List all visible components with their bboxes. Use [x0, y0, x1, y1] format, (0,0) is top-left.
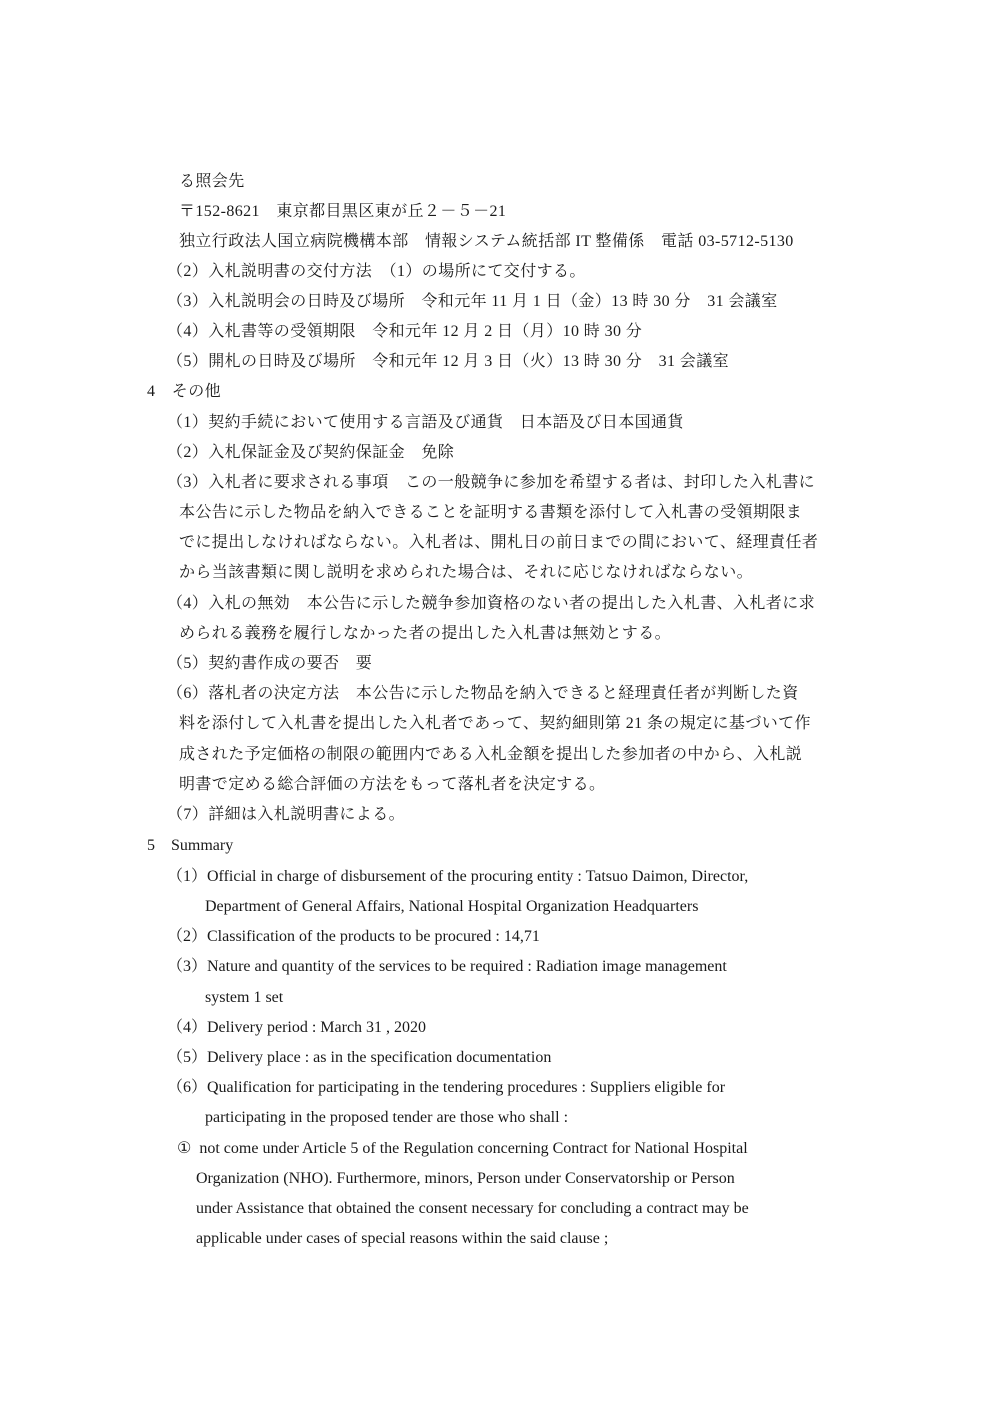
text-line: participating in the proposed tender are those who shall : — [205, 1109, 569, 1126]
text-line: （6）Qualification for participating in the tendering procedures : Suppliers eligible for — [167, 1079, 726, 1096]
text-line: （4）入札の無効 本公告に示した競争参加資格のない者の提出した入札書、入札者に求 — [167, 595, 816, 612]
text-line: でに提出しなければならない。入札者は、開札日の前日までの間において、経理責任者 — [179, 534, 819, 551]
text-line: applicable under cases of special reasons within the said clause ; — [196, 1230, 609, 1247]
text-line: （7）詳細は入札説明書による。 — [167, 806, 406, 823]
section-heading: 4 その他 — [147, 383, 222, 400]
text-line: （5）Delivery place : as in the specification documentation — [167, 1049, 552, 1066]
text-line: Organization (NHO). Furthermore, minors, Person under Conservatorship or Person — [196, 1170, 735, 1187]
text-line: （1）Official in charge of disbursement of the procuring entity : Tatsuo Daimon, Director, — [167, 868, 749, 885]
text-line: 成された予定価格の制限の範囲内である入札金額を提出した参加者の中から、入札説 — [179, 746, 803, 763]
text-line: 独立行政法人国立病院機構本部 情報システム統括部 IT 整備係 電話 03-5712-5130 — [179, 233, 794, 250]
section-heading: 5 Summary — [147, 837, 234, 854]
text-line: （2）入札説明書の交付方法 （1）の場所にて交付する。 — [167, 263, 586, 280]
text-line: る照会先 — [179, 173, 245, 190]
text-line: system 1 set — [205, 989, 284, 1006]
text-line: （2）Classification of the products to be procured : 14,71 — [167, 928, 540, 945]
text-line: 料を添付して入札書を提出した入札者であって、契約細則第 21 条の規定に基づいて作 — [179, 715, 811, 732]
text-line: Department of General Affairs, National Hospital Organization Headquarters — [205, 898, 699, 915]
text-line: （5）開札の日時及び場所 令和元年 12 月 3 日（火）13 時 30 分 31 会議室 — [167, 353, 730, 370]
text-line: 本公告に示した物品を納入できることを証明する書類を添付して入札書の受領期限ま — [179, 504, 803, 521]
text-line: （6）落札者の決定方法 本公告に示した物品を納入できると経理責任者が判断した資 — [167, 685, 799, 702]
text-line: under Assistance that obtained the consent necessary for concluding a contract may be — [196, 1200, 749, 1217]
text-line: から当該書類に関し説明を求められた場合は、それに応じなければならない。 — [179, 564, 754, 581]
text-line: （4）Delivery period : March 31 , 2020 — [167, 1019, 427, 1036]
text-line: 〒152-8621 東京都目黒区東が丘２－５－21 — [179, 203, 507, 220]
text-line: （1）契約手続において使用する言語及び通貨 日本語及び日本国通貨 — [167, 414, 684, 431]
text-line: （3）入札者に要求される事項 この一般競争に参加を希望する者は、封印した入札書に — [167, 474, 816, 491]
text-line: （2）入札保証金及び契約保証金 免除 — [167, 444, 455, 461]
text-line: （3）Nature and quantity of the services to be required : Radiation image management — [167, 958, 727, 975]
text-line: （4）入札書等の受領期限 令和元年 12 月 2 日（月）10 時 30 分 — [167, 323, 643, 340]
text-line: められる義務を履行しなかった者の提出した入札書は無効とする。 — [179, 625, 672, 642]
text-line: （5）契約書作成の要否 要 — [167, 655, 373, 672]
text-line: （3）入札説明会の日時及び場所 令和元年 11 月 1 日（金）13 時 30 分 31 会議室 — [167, 293, 778, 310]
text-line: 明書で定める総合評価の方法をもって落札者を決定する。 — [179, 776, 606, 793]
text-line: ① not come under Article 5 of the Regulation concerning Contract for National Hospital — [177, 1140, 748, 1157]
